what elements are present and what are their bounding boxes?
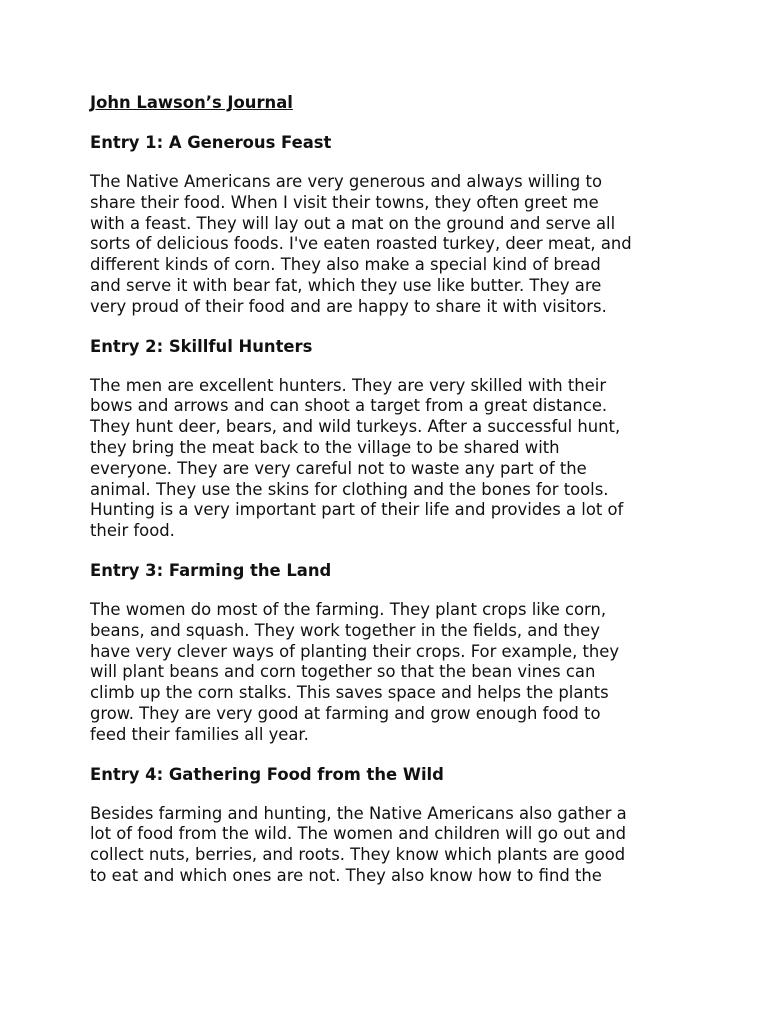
journal-entry-2 (90, 336, 680, 542)
document-title: John Lawson’s Journal (90, 93, 293, 112)
text-line: they bring the meat back to the village to be shared with (90, 437, 560, 457)
text-line: animal. They use the skins for clothing and the bones for tools. (90, 479, 609, 499)
text-line: to eat and which ones are not. They also know how to find the (90, 865, 602, 885)
text-line: feed their families all year. (90, 724, 309, 744)
text-line: grow. They are very good at farming and grow enough food to (90, 703, 601, 723)
entry-body (90, 804, 680, 887)
text-line: their food. (90, 521, 175, 541)
text-line: The Native Americans are very generous and always willing to (90, 172, 602, 191)
entry-body (90, 376, 680, 542)
text-line: share their food. When I visit their towns, they often greet me (90, 192, 599, 212)
entry-heading: Entry 1: A Generous Feast (90, 133, 332, 152)
entry-heading: Entry 2: Skillful Hunters (90, 336, 313, 356)
journal-entry-1 (90, 132, 680, 318)
entry-heading: Entry 3: Farming the Land (90, 560, 332, 580)
text-line: different kinds of corn. They also make a special kind of bread (90, 255, 601, 275)
text-line: collect nuts, berries, and roots. They know which plants are good (90, 845, 626, 865)
entry-heading: Entry 4: Gathering Food from the Wild (90, 764, 444, 784)
document-content (90, 92, 680, 905)
text-line: Hunting is a very important part of their life and provides a lot of (90, 500, 624, 520)
text-line: and serve it with bear fat, which they use like butter. They are (90, 275, 602, 295)
journal-entry-3 (90, 560, 680, 746)
text-line: very proud of their food and are happy to share it with visitors. (90, 296, 607, 316)
text-line: with a feast. They will lay out a mat on the ground and serve all (90, 213, 616, 233)
text-line: climb up the corn stalks. This saves space and helps the plants (90, 683, 609, 703)
text-line: Besides farming and hunting, the Native Americans also gather a (90, 803, 627, 823)
text-line: beans, and squash. They work together in the fields, and they (90, 620, 600, 640)
text-line: The men are excellent hunters. They are very skilled with their (90, 375, 607, 395)
text-line: They hunt deer, bears, and wild turkeys. After a successful hunt, (90, 417, 621, 437)
text-line: everyone. They are very careful not to waste any part of the (90, 458, 587, 478)
text-line: will plant beans and corn together so that the bean vines can (90, 662, 596, 682)
text-line: bows and arrows and can shoot a target from a great distance. (90, 396, 608, 416)
text-line: lot of food from the wild. The women and children will go out and (90, 824, 627, 844)
text-line: sorts of delicious foods. I've eaten roasted turkey, deer meat, and (90, 234, 632, 254)
entry-body (90, 600, 680, 746)
text-line: have very clever ways of planting their crops. For example, they (90, 641, 620, 661)
entry-body (90, 172, 680, 318)
journal-entry-4 (90, 764, 680, 887)
text-line: The women do most of the farming. They plant crops like corn, (90, 599, 607, 619)
